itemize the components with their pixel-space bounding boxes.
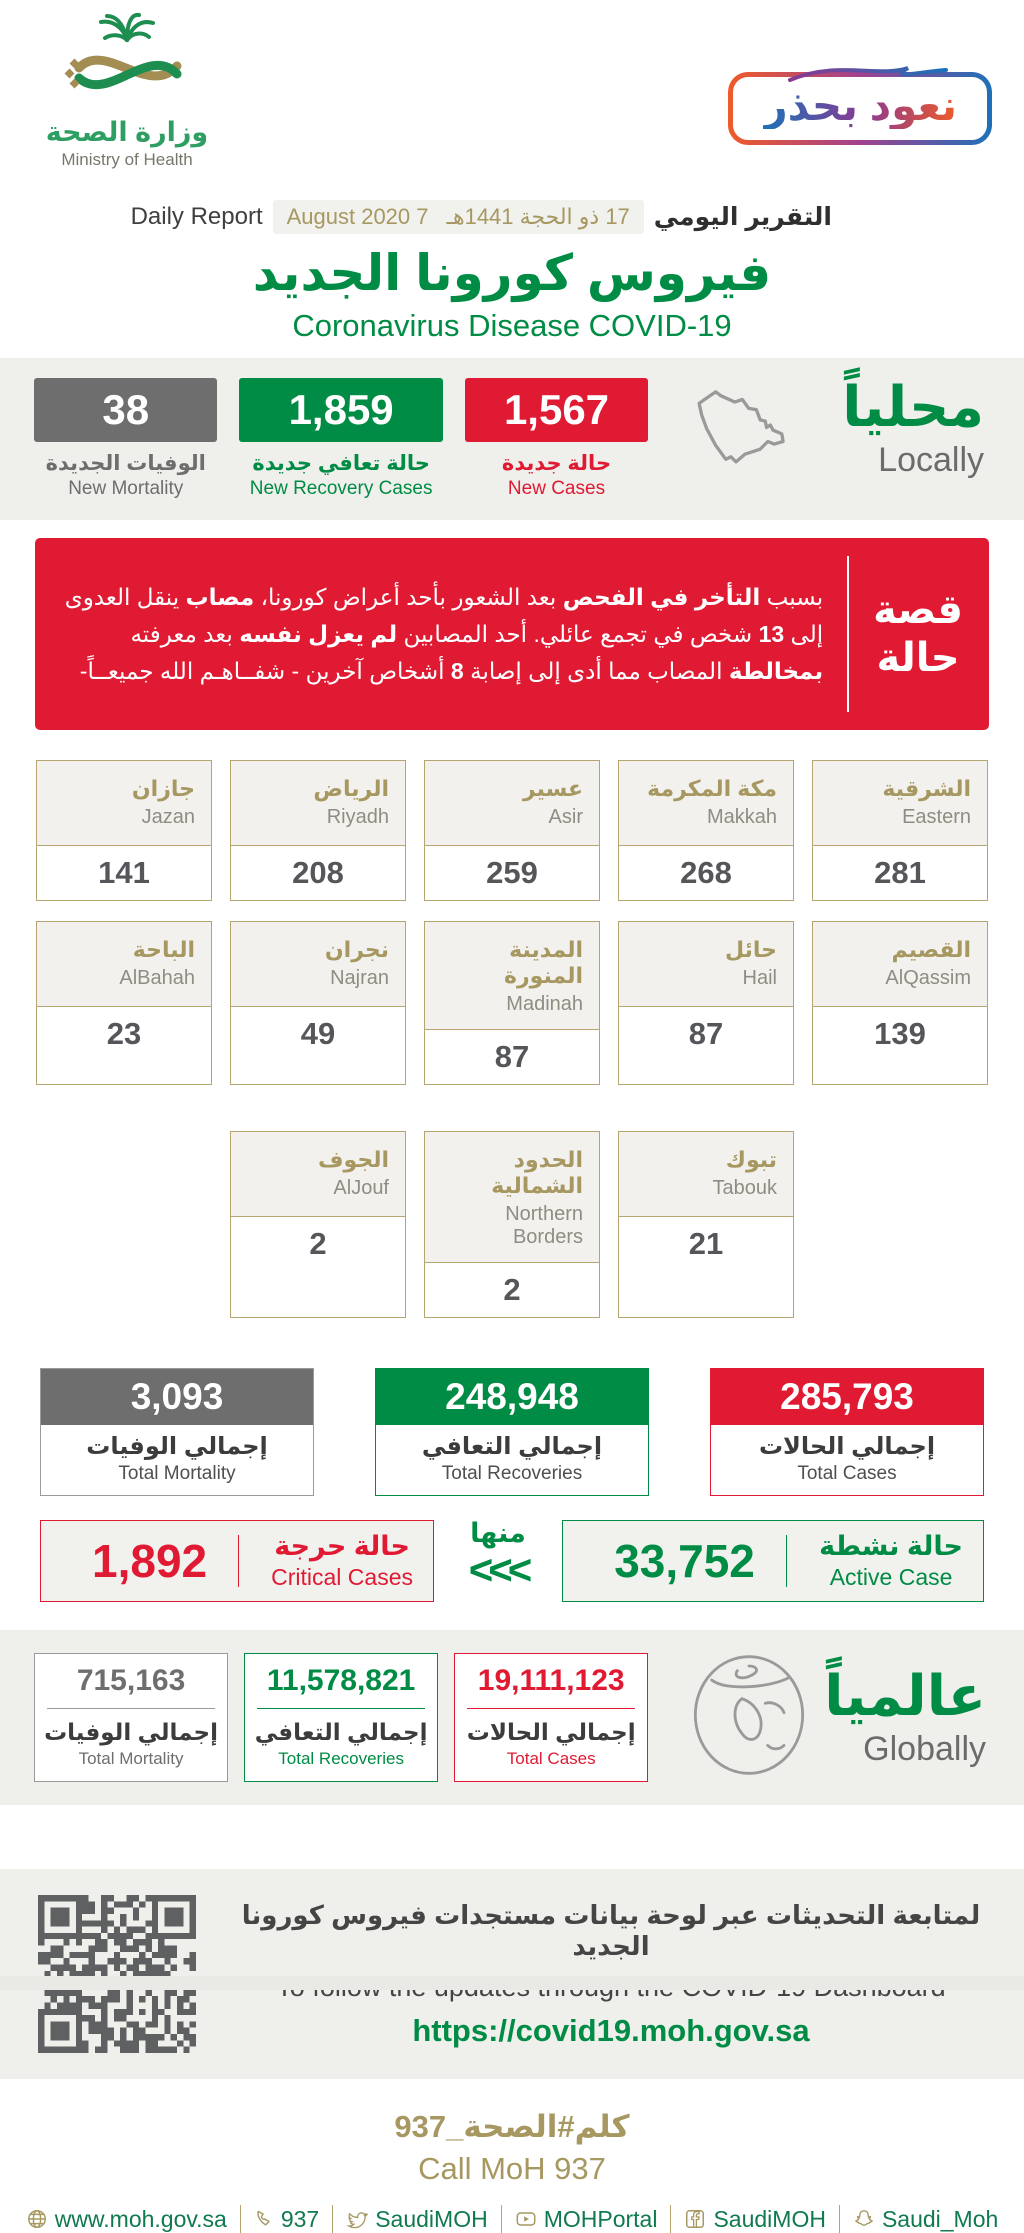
- region-card-asir: [424, 760, 600, 901]
- locally-heading-ar: محلياً: [842, 375, 985, 438]
- region-value: 208: [292, 855, 344, 891]
- globally-heading: [824, 1663, 990, 1769]
- region-value: 281: [874, 855, 926, 891]
- total-cases-label-en: Total Cases: [797, 1463, 897, 1485]
- report-date-gregorian: 7 August 2020: [286, 204, 429, 229]
- new-cases-label-ar: حالة جديدة: [501, 452, 612, 475]
- footer-link-label: 937: [280, 2205, 320, 2232]
- footer-separator: [839, 2205, 840, 2233]
- qr-code-svg: [38, 1895, 196, 2053]
- footer-link-phone[interactable]: [254, 2206, 319, 2233]
- critical-value: 1,892: [92, 1535, 208, 1588]
- case-story-box: [35, 538, 989, 730]
- locally-heading-en: Locally: [878, 440, 985, 479]
- page-title-en: Coronavirus Disease COVID-19: [292, 308, 732, 343]
- return-with-caution-badge: [728, 72, 992, 145]
- region-name-ar: عسير: [522, 776, 583, 802]
- dashboard-url-link[interactable]: https://covid19.moh.gov.sa: [412, 2012, 810, 2048]
- page-title-ar: فيروس كورونا الجديد: [252, 245, 772, 301]
- logo-title-en: Ministry of Health: [61, 150, 193, 169]
- region-name-en: Madinah: [506, 993, 583, 1016]
- saudi-map-icon: [680, 384, 820, 504]
- region-card-albahah: [36, 921, 212, 1085]
- region-name-en: Hail: [742, 967, 777, 990]
- critical-label-ar: حالة حرجة: [274, 1531, 410, 1562]
- region-value: 141: [98, 855, 150, 891]
- qr-code: [38, 1895, 196, 2053]
- globally-heading-ar: عالمياً: [824, 1663, 986, 1727]
- region-card-tabouk: [618, 1131, 794, 1318]
- total-cases-box: [710, 1368, 984, 1496]
- gbox-divider: [257, 1708, 425, 1709]
- region-value: 23: [106, 1016, 142, 1052]
- total-recoveries-label-en: Total Recoveries: [441, 1463, 583, 1485]
- new-recovery-label-en: New Recovery Cases: [249, 478, 433, 499]
- global-mortality-box: [34, 1653, 228, 1782]
- region-name-en: Jazan: [141, 806, 195, 829]
- globally-heading-en: Globally: [863, 1729, 986, 1768]
- footer-link-label: www.moh.gov.sa: [54, 2205, 227, 2232]
- totals-row: [40, 1368, 984, 1496]
- region-value: 268: [680, 855, 732, 891]
- total-mortality-value: 3,093: [41, 1369, 313, 1425]
- region-name-ar: حائل: [724, 937, 777, 963]
- total-recoveries-value: 248,948: [376, 1369, 648, 1425]
- total-recoveries-box: [375, 1368, 649, 1496]
- regions-grid: [36, 760, 988, 1318]
- new-recovery-label-ar: حالة تعافي جديدة: [252, 452, 430, 475]
- total-cases-value: 285,793: [711, 1369, 983, 1425]
- footer-separator: [332, 2205, 333, 2233]
- region-card-aljouf: [230, 1131, 406, 1318]
- region-value: 2: [503, 1272, 521, 1308]
- global-mortality-value: 715,163: [76, 1664, 186, 1698]
- twitter-icon: [346, 2208, 368, 2230]
- badge-swoosh-icon: [788, 58, 948, 84]
- region-name-en: Northern Borders: [505, 1203, 583, 1249]
- badge-text: نعود بحذر: [763, 82, 957, 129]
- region-name-en: Asir: [548, 806, 583, 829]
- gbox-divider: [47, 1708, 215, 1709]
- region-name-ar: نجران: [324, 937, 389, 963]
- footer-link-label: SaudiMOH: [375, 2205, 488, 2232]
- global-mortality-label-en: Total Mortality: [78, 1749, 184, 1769]
- pill-divider: [786, 1535, 787, 1587]
- new-cases-value: 1,567: [465, 378, 648, 442]
- region-value: 49: [300, 1016, 336, 1052]
- region-value: 21: [688, 1226, 724, 1262]
- region-name-ar: مكة المكرمة: [647, 776, 777, 802]
- region-name-ar: الباحة: [132, 937, 195, 963]
- footer-links: [0, 2205, 1024, 2233]
- footer-link-facebook[interactable]: [684, 2206, 825, 2233]
- region-card-makkah: [618, 760, 794, 901]
- total-mortality-label-ar: إجمالي الوفيات: [86, 1433, 268, 1461]
- header: [0, 0, 1024, 196]
- call-moh-text: Call MoH 937: [418, 2151, 606, 2187]
- new-cases-stat: [465, 378, 648, 500]
- region-name-en: Najran: [330, 967, 389, 990]
- global-recoveries-label-en: Total Recoveries: [278, 1749, 404, 1769]
- global-stats-band: [0, 1630, 1024, 1805]
- report-date-hijri: 17 ذو الحجة 1441هـ: [446, 204, 630, 229]
- region-name-en: Tabouk: [712, 1177, 777, 1200]
- region-name-en: Riyadh: [326, 806, 389, 829]
- global-cases-label-en: Total Cases: [506, 1749, 596, 1769]
- footer-link-website[interactable]: [26, 2206, 227, 2233]
- active-value: 33,752: [614, 1535, 755, 1588]
- global-recoveries-box: [244, 1653, 438, 1782]
- moh-logo-icon: [63, 10, 191, 110]
- footer-link-twitter[interactable]: [346, 2206, 487, 2233]
- new-mortality-stat: [34, 378, 217, 500]
- global-cases-box: [454, 1653, 648, 1782]
- globe-icon: [690, 1652, 808, 1783]
- region-value: 2: [309, 1226, 327, 1262]
- logo-title-ar: وزارة الصحة: [45, 117, 209, 147]
- dashboard-text-ar: لمتابعة التحديثات عبر لوحة بيانات مستجدات فيروس كورونا الجديد: [241, 1899, 981, 1961]
- new-mortality-value: 38: [34, 378, 217, 442]
- region-card-riyadh: [230, 760, 406, 901]
- region-value: 87: [494, 1039, 530, 1075]
- global-cases-value: 19,111,123: [477, 1664, 625, 1698]
- critical-active-row: [40, 1517, 984, 1602]
- region-card-northern-borders: [424, 1131, 600, 1318]
- global-mortality-label-ar: إجمالي الوفيات: [44, 1719, 219, 1746]
- daily-report-label-ar: التقرير اليومي: [653, 203, 832, 231]
- region-name-en: AlQassim: [885, 967, 971, 990]
- region-name-en: AlBahah: [119, 967, 195, 990]
- locally-heading: [842, 375, 990, 480]
- critical-cases-box: [40, 1520, 434, 1602]
- critical-label-en: Critical Cases: [271, 1564, 413, 1591]
- new-mortality-label-ar: الوفيات الجديدة: [45, 452, 206, 475]
- region-name-ar: القصيم: [891, 937, 971, 963]
- total-mortality-label-en: Total Mortality: [118, 1463, 236, 1485]
- region-card-eastern: [812, 760, 988, 901]
- region-card-madinah: [424, 921, 600, 1085]
- footer-link-youtube[interactable]: [515, 2206, 658, 2233]
- moh-logo: [38, 10, 216, 170]
- region-card-jazan: [36, 760, 212, 901]
- dashboard-text: [236, 1900, 986, 2049]
- case-story-title-line1: قصة: [873, 588, 963, 633]
- region-value: 87: [688, 1016, 724, 1052]
- bottom-strip: [0, 1976, 1024, 1990]
- footer-separator: [670, 2205, 671, 2233]
- footer-separator: [501, 2205, 502, 2233]
- of-which-indicator: [469, 1518, 528, 1591]
- new-recovery-value: 1,859: [239, 378, 442, 442]
- call-moh-block: [0, 2109, 1024, 2187]
- region-name-ar: الجوف: [317, 1147, 389, 1173]
- global-recoveries-label-ar: إجمالي التعافي: [254, 1719, 428, 1746]
- new-mortality-label-en: New Mortality: [68, 478, 184, 499]
- region-name-ar: المدينة المنورة: [504, 937, 583, 989]
- of-which-label-ar: منها: [470, 1517, 526, 1548]
- footer-link-label: Saudi_Moh: [881, 2205, 999, 2232]
- local-stats-band: [0, 358, 1024, 520]
- active-label-en: Active Case: [829, 1564, 953, 1591]
- story-divider: [847, 556, 849, 712]
- report-date-chip: [273, 200, 644, 234]
- report-line: [0, 196, 1024, 238]
- pill-divider: [238, 1535, 239, 1587]
- footer-link-snapchat[interactable]: [853, 2206, 998, 2233]
- new-cases-label-en: New Cases: [507, 478, 606, 499]
- daily-report-label-en: Daily Report: [130, 203, 263, 230]
- case-story-title: [849, 586, 963, 682]
- total-recoveries-label-ar: إجمالي التعافي: [421, 1433, 603, 1461]
- footer-link-label: MOHPortal: [543, 2205, 658, 2232]
- region-name-en: Makkah: [706, 806, 777, 829]
- region-name-en: Eastern: [902, 806, 971, 829]
- globe-icon: [26, 2208, 48, 2230]
- footer-separator: [240, 2205, 241, 2233]
- active-label-ar: حالة نشطة: [819, 1531, 963, 1562]
- region-card-hail: [618, 921, 794, 1085]
- snapchat-icon: [853, 2208, 875, 2230]
- youtube-icon: [515, 2208, 537, 2230]
- region-name-ar: تبوك: [725, 1147, 777, 1173]
- region-value: 139: [874, 1016, 926, 1052]
- region-name-ar: الرياض: [313, 776, 389, 802]
- total-mortality-box: [40, 1368, 314, 1496]
- call-moh-hashtag: كلم#الصحة_937: [394, 2109, 630, 2145]
- chevrons-left-icon: <<<: [468, 1545, 528, 1593]
- total-cases-label-ar: إجمالي الحالات: [758, 1433, 936, 1461]
- active-cases-box: [562, 1520, 984, 1602]
- region-name-ar: الشرقية: [882, 776, 971, 802]
- case-story-title-line2: حالة: [876, 636, 960, 681]
- badge-inner: [733, 77, 987, 140]
- footer-link-label: SaudiMOH: [713, 2205, 826, 2232]
- dashboard-band: [0, 1869, 1024, 2079]
- region-value: 259: [486, 855, 538, 891]
- phone-icon: [254, 2209, 274, 2229]
- region-name-ar: الحدود الشمالية: [491, 1147, 583, 1199]
- global-cases-label-ar: إجمالي الحالات: [466, 1719, 636, 1746]
- case-story-text: بسبب التأخر في الفحص بعد الشعور بأحد أعراض كورونا، مصاب ينقل العدوى إلى 13 شخص في تجمع عائلي. أحد المصابين لم يعزل نفسه بعد معرفته بمخالطة المصاب مما أدى إلى إصابة 8 أشخاص آخرين - شفــاهـم الله جميعــاً-: [64, 584, 824, 684]
- new-recovery-stat: [239, 378, 442, 500]
- gbox-divider: [467, 1708, 635, 1709]
- facebook-icon: [684, 2208, 706, 2230]
- global-recoveries-value: 11,578,821: [266, 1664, 416, 1698]
- region-card-najran: [230, 921, 406, 1085]
- region-card-alqassim: [812, 921, 988, 1085]
- region-name-ar: جازان: [131, 776, 195, 802]
- region-name-en: AlJouf: [333, 1177, 389, 1200]
